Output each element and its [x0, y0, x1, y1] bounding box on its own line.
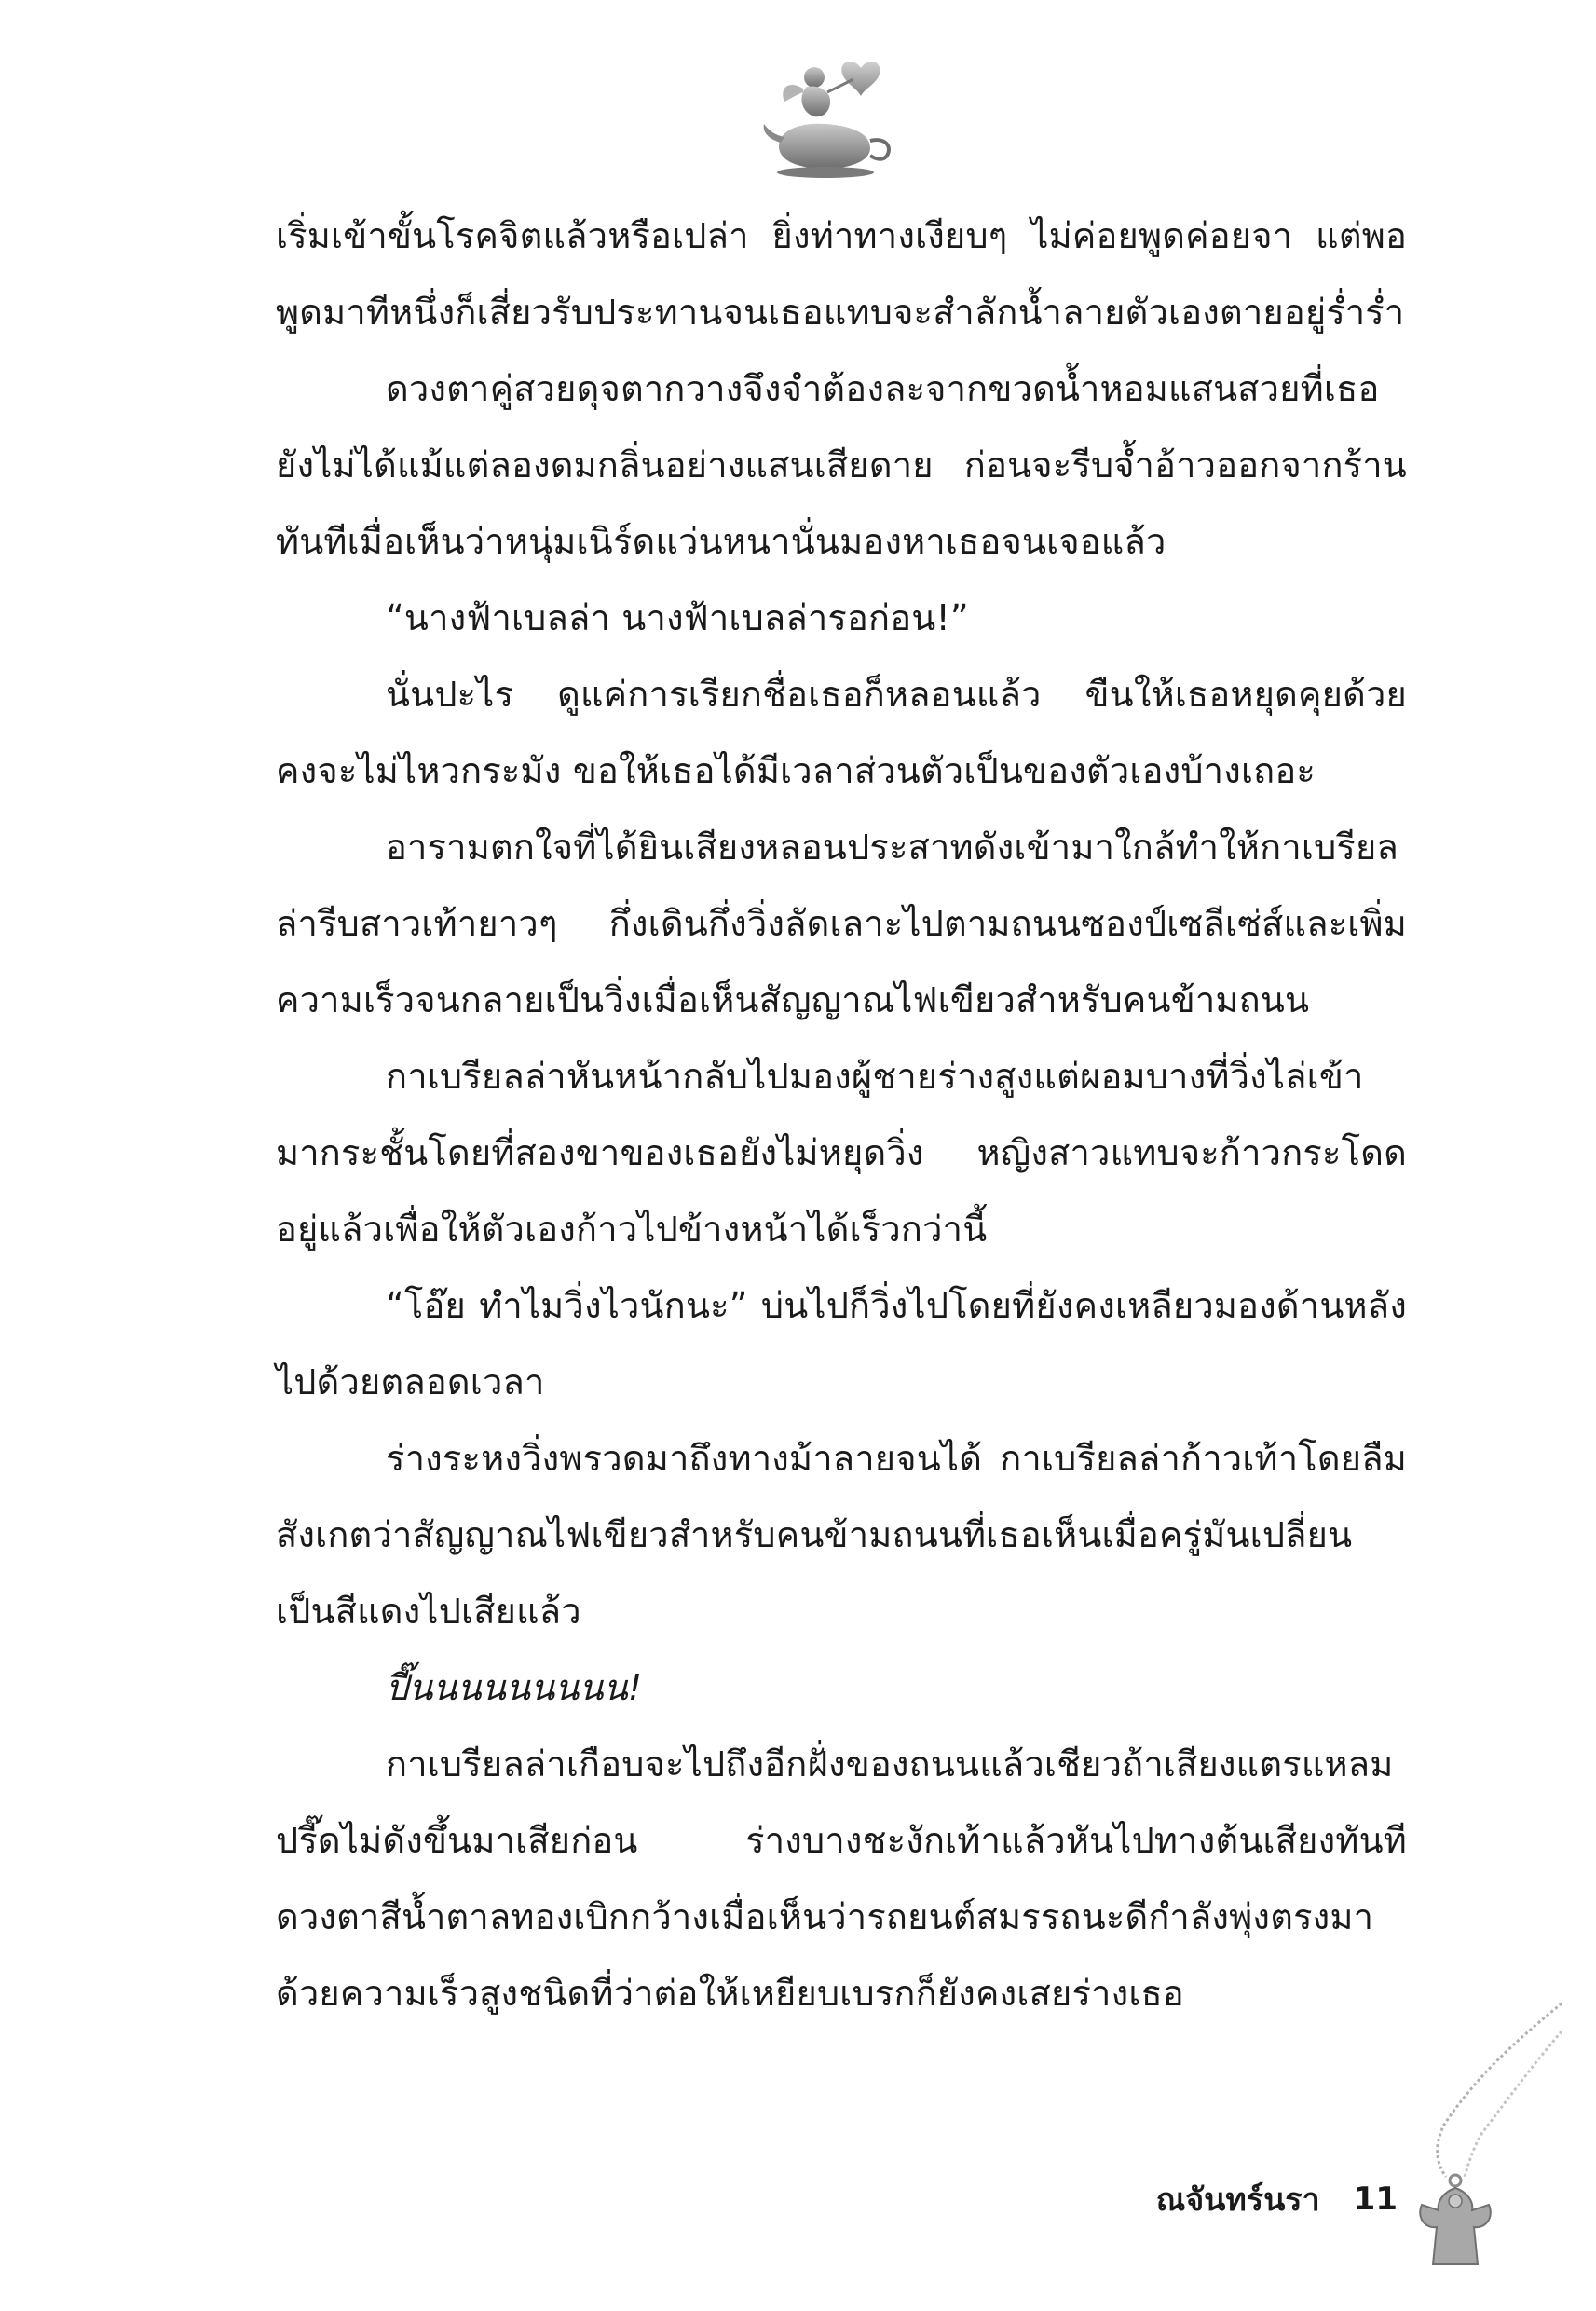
paragraph: อารามตกใจที่ได้ยินเสียงหลอนประสาทดังเข้ามาใกล้ทำให้กาเบรียลล่ารีบสาวเท้ายาวๆ กึ่งเดินกึ่งวิ่งลัดเลาะไปตามถนนซองป์เซลีเซ่ส์และเพิ่มความเร็วจนกลายเป็นวิ่งเมื่อเห็นสัญญาณไฟเขียวสำหรับคนข้ามถนน	[276, 827, 1407, 1020]
paragraph: ดวงตาคู่สวยดุจตากวางจึงจำต้องละจากขวดน้ำหอมแสนสวยที่เธอยังไม่ได้แม้แต่ลองดมกลิ่นอย่างแสนเสียดาย ก่อนจะรีบจ้ำอ้าวออกจากร้านทันทีเมื่อเห็นว่าหนุ่มเนิร์ดแว่นหนานั่นมองหาเธอจนเจอแล้ว	[276, 368, 1407, 562]
paragraph: กาเบรียลล่าหันหน้ากลับไปมองผู้ชายร่างสูงแต่ผอมบางที่วิ่งไล่เข้ามากระชั้นโดยที่สองขาของเธอยังไม่หยุดวิ่ง หญิงสาวแทบจะก้าวกระโดดอยู่แล้วเพื่อให้ตัวเองก้าวไปข้างหน้าได้เร็วกว่านี้	[276, 1056, 1407, 1250]
cupid-teapot-icon	[760, 51, 900, 182]
paragraph: เริ่มเข้าขั้นโรคจิตแล้วหรือเปล่า ยิ่งท่าทางเงียบๆ ไม่ค่อยพูดค่อยจา แต่พอพูดมาทีหนึ่งก็เสี่ยวรับประทานจนเธอแทบจะสำลักน้ำลายตัวเองตายอยู่ร่ำร่ำ	[276, 215, 1407, 333]
author-name: ณจันทร์นรา	[1155, 2181, 1320, 2219]
paragraph: กาเบรียลล่าเกือบจะไปถึงอีกฝั่งของถนนแล้วเชียวถ้าเสียงแตรแหลมปรี๊ดไม่ดังขึ้นมาเสียก่อน ร่างบางชะงักเท้าแล้วหันไปทางต้นเสียงทันที ดวงตาสีน้ำตาลทองเบิกกว้างเมื่อเห็นว่ารถยนต์สมรรถนะดีกำลังพุ่งตรงมาด้วยความเร็วสูงชนิดที่ว่าต่อให้เหยียบเบรกก็ยังคงเสยร่างเธอ	[276, 1744, 1407, 2014]
body-text	[276, 198, 1407, 2031]
page-number: 11	[1353, 2181, 1398, 2218]
paragraph: “นางฟ้าเบลล่า นางฟ้าเบลล่ารอก่อน!”	[386, 597, 969, 638]
angel-pendant-icon	[1379, 1994, 1565, 2283]
paragraph: นั่นปะไร ดูแค่การเรียกชื่อเธอก็หลอนแล้ว ขืนให้เธอหยุดคุยด้วยคงจะไม่ไหวกระมัง ขอให้เธอได้มีเวลาส่วนตัวเป็นของตัวเองบ้างเถอะ	[276, 674, 1407, 791]
page-footer	[1099, 2171, 1398, 2227]
paragraph: ร่างระหงวิ่งพรวดมาถึงทางม้าลายจนได้ กาเบรียลล่าก้าวเท้าโดยลืมสังเกตว่าสัญญาณไฟเขียวสำหรับคนข้ามถนนที่เธอเห็นเมื่อครู่มันเปลี่ยนเป็นสีแดงไปเสียแล้ว	[276, 1438, 1407, 1632]
paragraph: “โอ๊ย ทำไมวิ่งไวนักนะ” บ่นไปก็วิ่งไปโดยที่ยังคงเหลียวมองด้านหลังไปด้วยตลอดเวลา	[276, 1285, 1407, 1402]
paragraph-sound-effect: ปี๊นนนนนนนนน!	[386, 1667, 643, 1708]
